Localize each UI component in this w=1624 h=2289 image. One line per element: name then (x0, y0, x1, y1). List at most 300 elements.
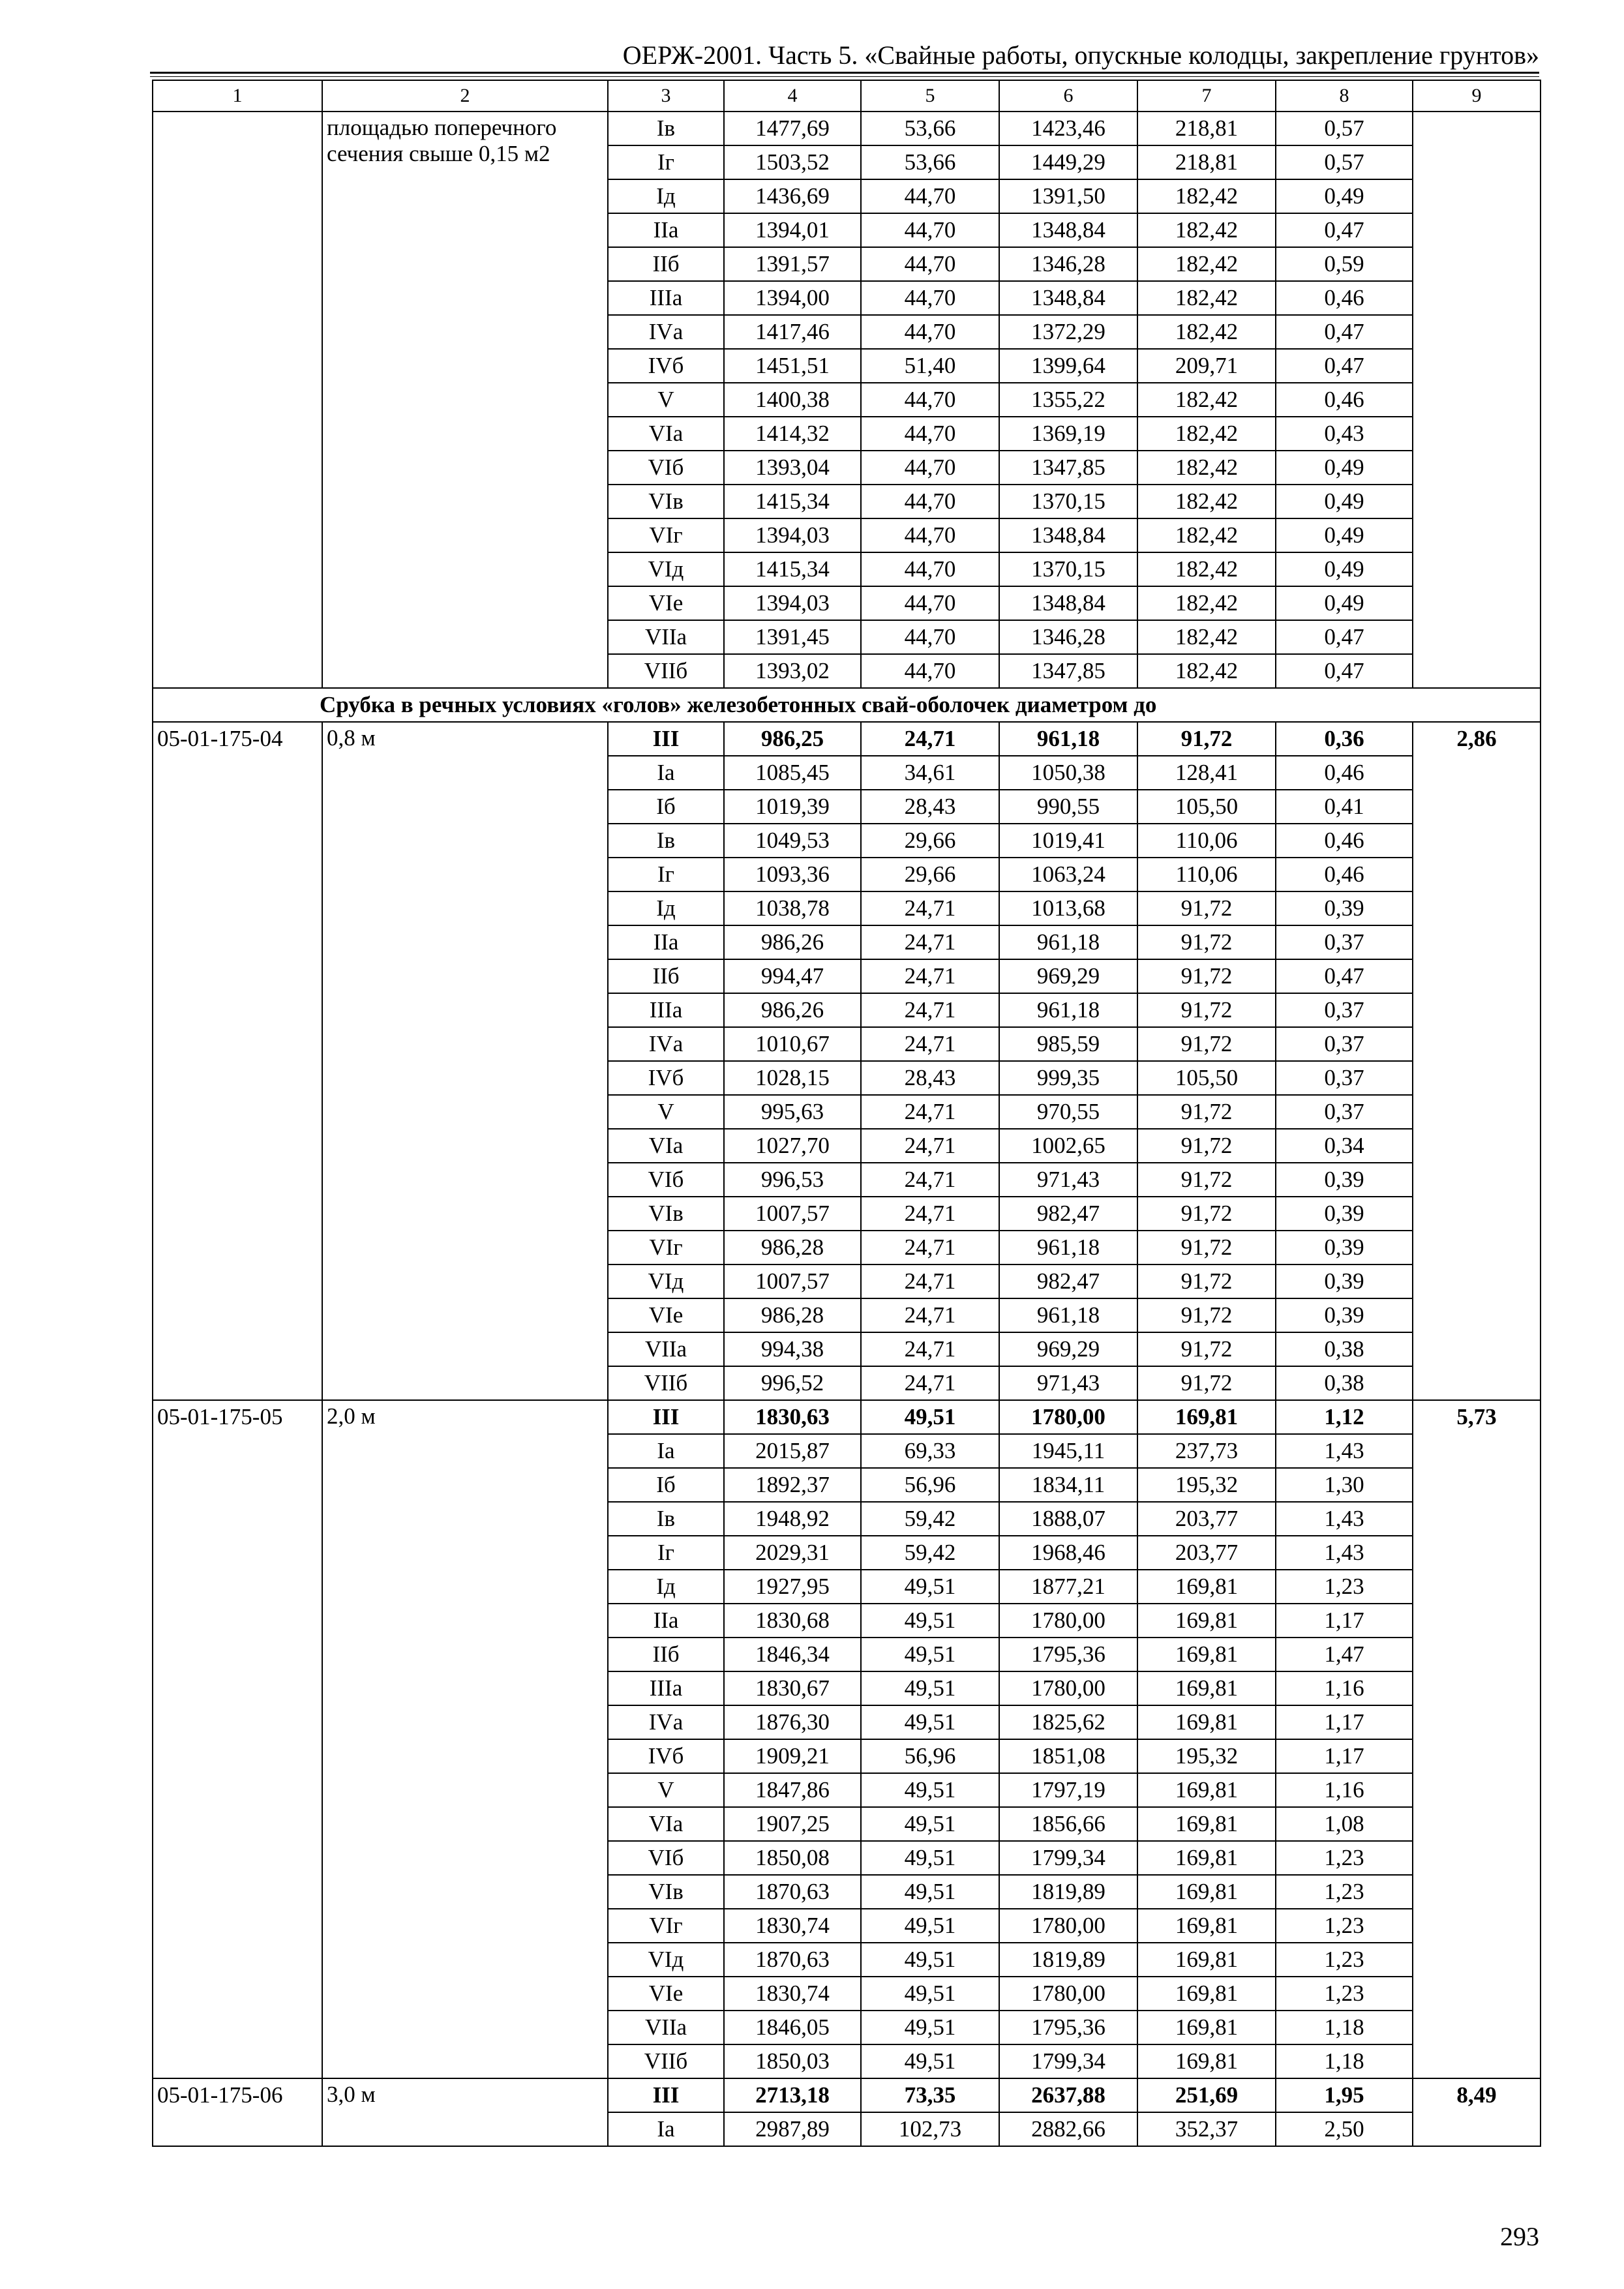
machines-cell: 1945,11 (999, 1434, 1137, 1468)
materials-cell: 0,39 (1276, 891, 1413, 925)
wages-cell: 28,43 (861, 1061, 999, 1095)
total-cost-cell: 1850,08 (724, 1841, 861, 1875)
total-cost-cell: 994,38 (724, 1332, 861, 1366)
total-cost-cell: 2029,31 (724, 1536, 861, 1570)
machines-cell: 1019,41 (999, 824, 1137, 858)
operator-wages-cell: 91,72 (1137, 1264, 1276, 1298)
materials-cell: 1,08 (1276, 1807, 1413, 1841)
zone-cell: VIг (608, 518, 724, 552)
operator-wages-cell: 91,72 (1137, 1298, 1276, 1332)
machines-cell: 1780,00 (999, 1400, 1137, 1434)
materials-cell: 0,57 (1276, 112, 1413, 145)
machines-cell: 1348,84 (999, 586, 1137, 620)
materials-cell: 0,49 (1276, 451, 1413, 485)
total-cost-cell: 986,28 (724, 1298, 861, 1332)
machines-cell: 969,29 (999, 1332, 1137, 1366)
zone-cell: VIа (608, 1129, 724, 1163)
machines-cell: 982,47 (999, 1264, 1137, 1298)
total-cost-cell: 1830,74 (724, 1977, 861, 2011)
wages-cell: 56,96 (861, 1468, 999, 1502)
materials-cell: 0,37 (1276, 1027, 1413, 1061)
materials-cell: 0,34 (1276, 1129, 1413, 1163)
operator-wages-cell: 182,42 (1137, 485, 1276, 518)
zone-cell: VIе (608, 1977, 724, 2011)
work-description: 2,0 м (322, 1400, 608, 2078)
wages-cell: 24,71 (861, 1163, 999, 1197)
machines-cell: 1423,46 (999, 112, 1137, 145)
materials-cell: 1,30 (1276, 1468, 1413, 1502)
zone-cell: Iа (608, 756, 724, 790)
operator-wages-cell: 110,06 (1137, 858, 1276, 891)
column-number: 9 (1413, 80, 1541, 112)
materials-cell: 1,18 (1276, 2011, 1413, 2044)
operator-wages-cell: 182,42 (1137, 383, 1276, 417)
operator-wages-cell: 182,42 (1137, 552, 1276, 586)
operator-wages-cell: 128,41 (1137, 756, 1276, 790)
wages-cell: 49,51 (861, 1570, 999, 1604)
work-description: 0,8 м (322, 722, 608, 1400)
column-number: 7 (1137, 80, 1276, 112)
total-cost-cell: 996,53 (724, 1163, 861, 1197)
zone-cell: IVб (608, 1739, 724, 1773)
operator-wages-cell: 110,06 (1137, 824, 1276, 858)
total-cost-cell: 1830,63 (724, 1400, 861, 1434)
machines-cell: 1819,89 (999, 1943, 1137, 1977)
zone-cell: IVа (608, 1705, 724, 1739)
machines-cell: 971,43 (999, 1366, 1137, 1400)
total-cost-cell: 1477,69 (724, 112, 861, 145)
total-cost-cell: 1850,03 (724, 2044, 861, 2078)
zone-cell: VIд (608, 1264, 724, 1298)
wages-cell: 29,66 (861, 858, 999, 891)
rates-table (152, 80, 1541, 2147)
materials-cell: 0,46 (1276, 858, 1413, 891)
machines-cell: 2882,66 (999, 2112, 1137, 2146)
zone-cell: VIIб (608, 654, 724, 688)
total-cost-cell: 994,47 (724, 959, 861, 993)
zone-cell: III (608, 2078, 724, 2112)
machines-cell: 970,55 (999, 1095, 1137, 1129)
table-row (153, 2078, 1541, 2112)
zone-cell: IIб (608, 959, 724, 993)
total-cost-cell: 1927,95 (724, 1570, 861, 1604)
total-cost-cell: 1830,68 (724, 1604, 861, 1638)
wages-cell: 51,40 (861, 349, 999, 383)
machines-cell: 961,18 (999, 993, 1137, 1027)
zone-cell: VIIа (608, 1332, 724, 1366)
machines-cell: 1347,85 (999, 654, 1137, 688)
wages-cell: 102,73 (861, 2112, 999, 2146)
wages-cell: 73,35 (861, 2078, 999, 2112)
wages-cell: 44,70 (861, 518, 999, 552)
zone-cell: III (608, 1400, 724, 1434)
machines-cell: 1391,50 (999, 179, 1137, 213)
operator-wages-cell: 169,81 (1137, 1807, 1276, 1841)
materials-cell: 1,16 (1276, 1671, 1413, 1705)
header-rule-thin (150, 76, 1539, 77)
rate-code: 05-01-175-06 (153, 2078, 322, 2146)
machines-cell: 1013,68 (999, 891, 1137, 925)
zone-cell: Iд (608, 891, 724, 925)
total-cost-cell: 1503,52 (724, 145, 861, 179)
wages-cell: 44,70 (861, 417, 999, 451)
operator-wages-cell: 352,37 (1137, 2112, 1276, 2146)
operator-wages-cell: 195,32 (1137, 1468, 1276, 1502)
materials-cell: 0,37 (1276, 1095, 1413, 1129)
materials-cell: 0,41 (1276, 790, 1413, 824)
total-cost-cell: 1038,78 (724, 891, 861, 925)
zone-cell: V (608, 1095, 724, 1129)
machines-cell: 1795,36 (999, 1638, 1137, 1671)
wages-cell: 49,51 (861, 1943, 999, 1977)
machines-cell: 1449,29 (999, 145, 1137, 179)
operator-wages-cell: 169,81 (1137, 1570, 1276, 1604)
machines-cell: 1819,89 (999, 1875, 1137, 1909)
machines-cell: 1370,15 (999, 485, 1137, 518)
zone-cell: IVб (608, 1061, 724, 1095)
rate-code: 05-01-175-04 (153, 722, 322, 1400)
operator-wages-cell: 169,81 (1137, 1604, 1276, 1638)
materials-cell: 0,47 (1276, 213, 1413, 247)
materials-cell: 1,17 (1276, 1604, 1413, 1638)
machines-cell: 971,43 (999, 1163, 1137, 1197)
materials-cell: 0,49 (1276, 518, 1413, 552)
zone-cell: Iа (608, 1434, 724, 1468)
machines-cell: 1348,84 (999, 518, 1137, 552)
materials-cell: 1,17 (1276, 1739, 1413, 1773)
total-cost-cell: 2987,89 (724, 2112, 861, 2146)
wages-cell: 24,71 (861, 1298, 999, 1332)
wages-cell: 59,42 (861, 1536, 999, 1570)
zone-cell: Iв (608, 824, 724, 858)
operator-wages-cell: 182,42 (1137, 518, 1276, 552)
machines-cell: 1355,22 (999, 383, 1137, 417)
machines-cell: 990,55 (999, 790, 1137, 824)
materials-cell: 0,49 (1276, 179, 1413, 213)
zone-cell: Iг (608, 1536, 724, 1570)
machines-cell: 961,18 (999, 1231, 1137, 1264)
materials-cell: 0,38 (1276, 1366, 1413, 1400)
wages-cell: 24,71 (861, 1264, 999, 1298)
materials-cell: 1,12 (1276, 1400, 1413, 1434)
operator-wages-cell: 169,81 (1137, 1841, 1276, 1875)
column-number: 8 (1276, 80, 1413, 112)
zone-cell: IVб (608, 349, 724, 383)
wages-cell: 44,70 (861, 281, 999, 315)
operator-wages-cell: 182,42 (1137, 281, 1276, 315)
labor-cost-cell (1413, 112, 1541, 688)
total-cost-cell: 1846,34 (724, 1638, 861, 1671)
operator-wages-cell: 91,72 (1137, 1197, 1276, 1231)
total-cost-cell: 1394,01 (724, 213, 861, 247)
wages-cell: 49,51 (861, 1841, 999, 1875)
operator-wages-cell: 203,77 (1137, 1502, 1276, 1536)
wages-cell: 44,70 (861, 247, 999, 281)
wages-cell: 24,71 (861, 1027, 999, 1061)
wages-cell: 49,51 (861, 2044, 999, 2078)
wages-cell: 49,51 (861, 1773, 999, 1807)
column-number: 1 (153, 80, 322, 112)
total-cost-cell: 1414,32 (724, 417, 861, 451)
operator-wages-cell: 169,81 (1137, 1400, 1276, 1434)
wages-cell: 49,51 (861, 1705, 999, 1739)
operator-wages-cell: 105,50 (1137, 1061, 1276, 1095)
operator-wages-cell: 195,32 (1137, 1739, 1276, 1773)
work-description: площадью поперечного сечения свыше 0,15 м2 (322, 112, 608, 688)
materials-cell: 0,47 (1276, 315, 1413, 349)
materials-cell: 1,47 (1276, 1638, 1413, 1671)
zone-cell: Iб (608, 1468, 724, 1502)
wages-cell: 44,70 (861, 620, 999, 654)
labor-cost-cell: 5,73 (1413, 1400, 1541, 2078)
total-cost-cell: 1907,25 (724, 1807, 861, 1841)
operator-wages-cell: 182,42 (1137, 247, 1276, 281)
machines-cell: 961,18 (999, 722, 1137, 756)
wages-cell: 28,43 (861, 790, 999, 824)
wages-cell: 49,51 (861, 1875, 999, 1909)
total-cost-cell: 1394,03 (724, 586, 861, 620)
column-number: 5 (861, 80, 999, 112)
operator-wages-cell: 91,72 (1137, 1027, 1276, 1061)
machines-cell: 1370,15 (999, 552, 1137, 586)
machines-cell: 999,35 (999, 1061, 1137, 1095)
wages-cell: 59,42 (861, 1502, 999, 1536)
zone-cell: Iг (608, 145, 724, 179)
wages-cell: 24,71 (861, 891, 999, 925)
total-cost-cell: 1846,05 (724, 2011, 861, 2044)
total-cost-cell: 1391,57 (724, 247, 861, 281)
wages-cell: 44,70 (861, 213, 999, 247)
operator-wages-cell: 182,42 (1137, 213, 1276, 247)
machines-cell: 1780,00 (999, 1604, 1137, 1638)
operator-wages-cell: 91,72 (1137, 1129, 1276, 1163)
page-number: 293 (1500, 2222, 1539, 2251)
wages-cell: 24,71 (861, 993, 999, 1027)
wages-cell: 49,51 (861, 2011, 999, 2044)
operator-wages-cell: 91,72 (1137, 722, 1276, 756)
total-cost-cell: 1019,39 (724, 790, 861, 824)
machines-cell: 1348,84 (999, 281, 1137, 315)
zone-cell: VIIа (608, 620, 724, 654)
machines-cell: 961,18 (999, 925, 1137, 959)
materials-cell: 0,49 (1276, 552, 1413, 586)
total-cost-cell: 1909,21 (724, 1739, 861, 1773)
materials-cell: 0,46 (1276, 383, 1413, 417)
zone-cell: IVа (608, 315, 724, 349)
section-title: Срубка в речных условиях «голов» железобетонных свай-оболочек диаметром до (153, 688, 1541, 722)
machines-cell: 1002,65 (999, 1129, 1137, 1163)
wages-cell: 24,71 (861, 925, 999, 959)
materials-cell: 1,23 (1276, 1943, 1413, 1977)
machines-cell: 1369,19 (999, 417, 1137, 451)
zone-cell: VIб (608, 1163, 724, 1197)
total-cost-cell: 986,28 (724, 1231, 861, 1264)
operator-wages-cell: 169,81 (1137, 1671, 1276, 1705)
total-cost-cell: 2015,87 (724, 1434, 861, 1468)
labor-cost-cell: 8,49 (1413, 2078, 1541, 2146)
materials-cell: 0,57 (1276, 145, 1413, 179)
materials-cell: 1,43 (1276, 1536, 1413, 1570)
total-cost-cell: 1049,53 (724, 824, 861, 858)
wages-cell: 56,96 (861, 1739, 999, 1773)
machines-cell: 1856,66 (999, 1807, 1137, 1841)
machines-cell: 1968,46 (999, 1536, 1137, 1570)
operator-wages-cell: 182,42 (1137, 620, 1276, 654)
zone-cell: VIв (608, 1875, 724, 1909)
machines-cell: 1346,28 (999, 620, 1137, 654)
zone-cell: IIа (608, 1604, 724, 1638)
operator-wages-cell: 209,71 (1137, 349, 1276, 383)
materials-cell: 1,43 (1276, 1434, 1413, 1468)
total-cost-cell: 1876,30 (724, 1705, 861, 1739)
materials-cell: 0,39 (1276, 1298, 1413, 1332)
wages-cell: 44,70 (861, 552, 999, 586)
materials-cell: 0,47 (1276, 349, 1413, 383)
operator-wages-cell: 91,72 (1137, 1163, 1276, 1197)
materials-cell: 1,23 (1276, 1570, 1413, 1604)
materials-cell: 0,47 (1276, 620, 1413, 654)
zone-cell: Iд (608, 1570, 724, 1604)
wages-cell: 44,70 (861, 179, 999, 213)
operator-wages-cell: 91,72 (1137, 1332, 1276, 1366)
wages-cell: 49,51 (861, 1807, 999, 1841)
zone-cell: Iв (608, 1502, 724, 1536)
total-cost-cell: 1415,34 (724, 552, 861, 586)
materials-cell: 1,23 (1276, 1909, 1413, 1943)
materials-cell: 0,49 (1276, 586, 1413, 620)
operator-wages-cell: 91,72 (1137, 925, 1276, 959)
wages-cell: 34,61 (861, 756, 999, 790)
operator-wages-cell: 237,73 (1137, 1434, 1276, 1468)
wages-cell: 24,71 (861, 1231, 999, 1264)
operator-wages-cell: 91,72 (1137, 1231, 1276, 1264)
wages-cell: 24,71 (861, 1332, 999, 1366)
page-header: ОЕРЖ-2001. Часть 5. «Свайные работы, опускные колодцы, закрепление грунтов» (622, 40, 1539, 70)
zone-cell: VIIа (608, 2011, 724, 2044)
machines-cell: 1797,19 (999, 1773, 1137, 1807)
section-title-row (153, 688, 1541, 722)
total-cost-cell: 1417,46 (724, 315, 861, 349)
wages-cell: 53,66 (861, 145, 999, 179)
zone-cell: VIе (608, 1298, 724, 1332)
zone-cell: IIIа (608, 993, 724, 1027)
materials-cell: 1,23 (1276, 1875, 1413, 1909)
zone-cell: VIб (608, 451, 724, 485)
wages-cell: 24,71 (861, 1095, 999, 1129)
zone-cell: VIд (608, 552, 724, 586)
wages-cell: 49,51 (861, 1909, 999, 1943)
materials-cell: 1,16 (1276, 1773, 1413, 1807)
labor-cost-cell: 2,86 (1413, 722, 1541, 1400)
wages-cell: 29,66 (861, 824, 999, 858)
operator-wages-cell: 182,42 (1137, 417, 1276, 451)
zone-cell: Iд (608, 179, 724, 213)
materials-cell: 0,47 (1276, 959, 1413, 993)
machines-cell: 1050,38 (999, 756, 1137, 790)
machines-cell: 1372,29 (999, 315, 1137, 349)
materials-cell: 1,23 (1276, 1841, 1413, 1875)
total-cost-cell: 1391,45 (724, 620, 861, 654)
materials-cell: 0,46 (1276, 756, 1413, 790)
zone-cell: VIг (608, 1909, 724, 1943)
total-cost-cell: 1830,67 (724, 1671, 861, 1705)
zone-cell: IIб (608, 1638, 724, 1671)
total-cost-cell: 1027,70 (724, 1129, 861, 1163)
materials-cell: 1,18 (1276, 2044, 1413, 2078)
wages-cell: 24,71 (861, 722, 999, 756)
materials-cell: 0,39 (1276, 1231, 1413, 1264)
operator-wages-cell: 182,42 (1137, 586, 1276, 620)
column-number: 6 (999, 80, 1137, 112)
operator-wages-cell: 169,81 (1137, 1773, 1276, 1807)
total-cost-cell: 1415,34 (724, 485, 861, 518)
operator-wages-cell: 182,42 (1137, 451, 1276, 485)
materials-cell: 0,47 (1276, 654, 1413, 688)
operator-wages-cell: 105,50 (1137, 790, 1276, 824)
rate-code: 05-01-175-05 (153, 1400, 322, 2078)
machines-cell: 1834,11 (999, 1468, 1137, 1502)
total-cost-cell: 1028,15 (724, 1061, 861, 1095)
zone-cell: VIе (608, 586, 724, 620)
total-cost-cell: 996,52 (724, 1366, 861, 1400)
total-cost-cell: 1847,86 (724, 1773, 861, 1807)
materials-cell: 0,39 (1276, 1197, 1413, 1231)
operator-wages-cell: 182,42 (1137, 315, 1276, 349)
total-cost-cell: 1393,04 (724, 451, 861, 485)
total-cost-cell: 1393,02 (724, 654, 861, 688)
materials-cell: 0,46 (1276, 824, 1413, 858)
total-cost-cell: 1085,45 (724, 756, 861, 790)
operator-wages-cell: 169,81 (1137, 1909, 1276, 1943)
zone-cell: VIв (608, 485, 724, 518)
total-cost-cell: 1948,92 (724, 1502, 861, 1536)
wages-cell: 24,71 (861, 1366, 999, 1400)
materials-cell: 0,43 (1276, 417, 1413, 451)
operator-wages-cell: 169,81 (1137, 1638, 1276, 1671)
total-cost-cell: 1436,69 (724, 179, 861, 213)
zone-cell: IIа (608, 213, 724, 247)
materials-cell: 0,37 (1276, 925, 1413, 959)
wages-cell: 24,71 (861, 1197, 999, 1231)
total-cost-cell: 1394,00 (724, 281, 861, 315)
zone-cell: VIв (608, 1197, 724, 1231)
operator-wages-cell: 251,69 (1137, 2078, 1276, 2112)
operator-wages-cell: 169,81 (1137, 2044, 1276, 2078)
wages-cell: 49,51 (861, 1977, 999, 2011)
wages-cell: 24,71 (861, 959, 999, 993)
materials-cell: 2,50 (1276, 2112, 1413, 2146)
total-cost-cell: 2713,18 (724, 2078, 861, 2112)
machines-cell: 1795,36 (999, 2011, 1137, 2044)
machines-cell: 1799,34 (999, 2044, 1137, 2078)
wages-cell: 44,70 (861, 654, 999, 688)
machines-cell: 1780,00 (999, 1909, 1137, 1943)
wages-cell: 53,66 (861, 112, 999, 145)
table-row (153, 1400, 1541, 1434)
zone-cell: Iг (608, 858, 724, 891)
operator-wages-cell: 169,81 (1137, 1705, 1276, 1739)
total-cost-cell: 1870,63 (724, 1943, 861, 1977)
materials-cell: 0,37 (1276, 1061, 1413, 1095)
total-cost-cell: 1394,03 (724, 518, 861, 552)
total-cost-cell: 1010,67 (724, 1027, 861, 1061)
materials-cell: 1,43 (1276, 1502, 1413, 1536)
zone-cell: IIIа (608, 281, 724, 315)
zone-cell: IIа (608, 925, 724, 959)
operator-wages-cell: 91,72 (1137, 1095, 1276, 1129)
total-cost-cell: 986,26 (724, 925, 861, 959)
operator-wages-cell: 91,72 (1137, 993, 1276, 1027)
